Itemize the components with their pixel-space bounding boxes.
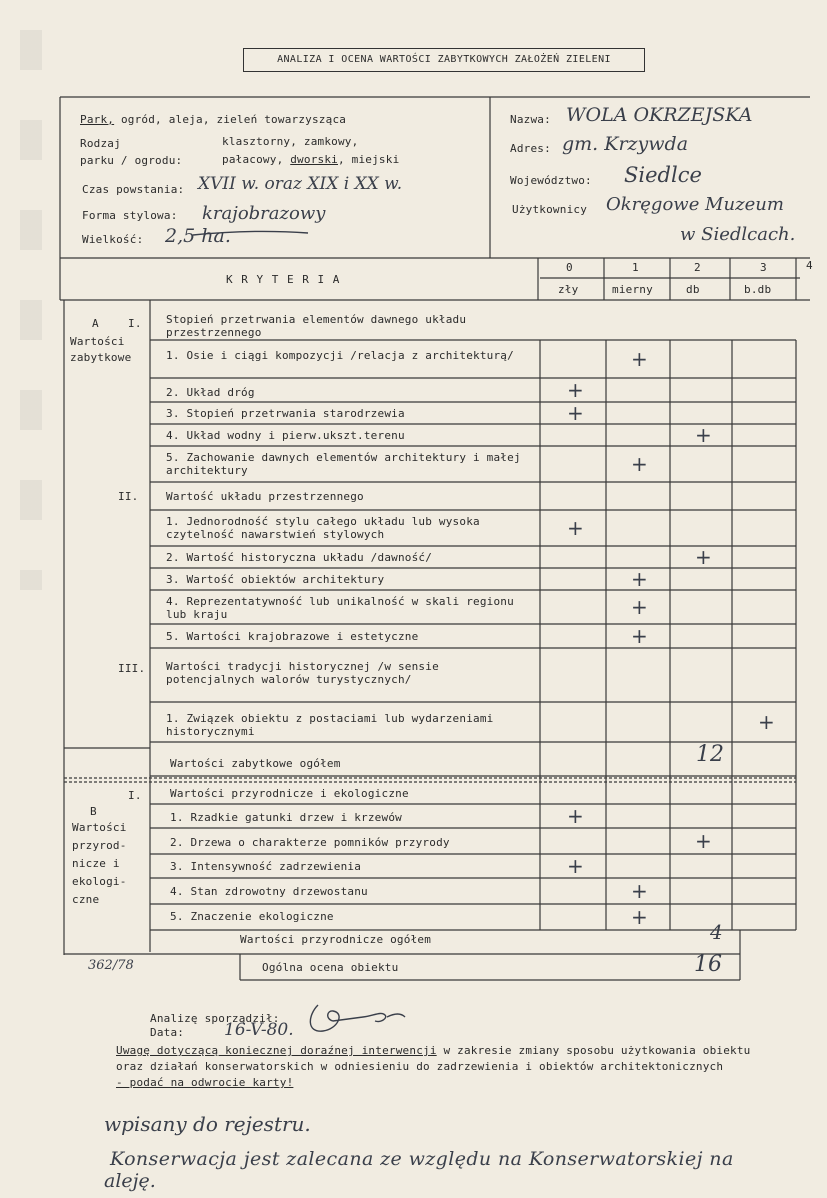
uzyt-label: Użytkownicy	[512, 203, 588, 216]
score-4: 4	[806, 259, 813, 272]
score-mark-a1-2: +	[567, 378, 584, 402]
group1-item-3: 3. Stopień przetrwania starodrzewia	[166, 407, 405, 420]
score-3: 3	[760, 261, 767, 274]
score-name-2: db	[686, 283, 700, 296]
uzyt-value-1: Okręgowe Muzeum	[606, 194, 784, 215]
type-rest: ogród, aleja, zieleń towarzysząca	[114, 113, 347, 126]
date-label: Data:	[150, 1026, 185, 1039]
section-a-name-2: zabytkowe	[70, 351, 132, 364]
group2-item-2: 2. Wartość historyczna układu /dawność/	[166, 551, 433, 564]
section-b-group-title: Wartości przyrodnicze i ekologiczne	[170, 787, 409, 800]
score-mark-b-4: +	[631, 879, 648, 903]
section-b-name-4: ekologi-	[72, 875, 127, 888]
score-mark-a2-2: +	[695, 545, 712, 569]
score-2: 2	[694, 261, 701, 274]
section-b-total-value: 4	[710, 920, 723, 944]
score-mark-a1-5: +	[631, 452, 648, 476]
note-part-2: w zakresie zmiany sposobu użytkowania obiektu	[436, 1044, 751, 1057]
score-mark-b-2: +	[695, 829, 712, 853]
group3-title: Wartości tradycji historycznej /w sensie potencjalnych walorów turystycznych/	[166, 660, 439, 686]
woj-value: Siedlce	[624, 163, 702, 187]
score-mark-a1-4: +	[695, 423, 712, 447]
wielkosc-value: 2,5 ha.	[165, 225, 231, 247]
handwritten-note-1: wpisany do rejestru.	[104, 1112, 311, 1136]
score-name-3: b.db	[744, 283, 772, 296]
group2-item-1: 1. Jednorodność stylu całego układu lub wysoka czytelność nawarstwień stylowych	[166, 515, 480, 541]
score-mark-a1-3: +	[567, 401, 584, 425]
section-b-numeral: I.	[128, 789, 142, 802]
forma-value: krajobrazowy	[202, 203, 326, 224]
handwritten-note-2: Konserwacja jest zalecana ze względu na Konserwatorskiej na	[110, 1148, 734, 1170]
form-title: ANALIZA I OCENA WARTOŚCI ZABYTKOWYCH ZAŁOŻEŃ ZIELENI	[277, 54, 611, 65]
section-b-item-3: 3. Intensywność zadrzewienia	[170, 860, 362, 873]
group2-item-4: 4. Reprezentatywność lub unikalność w skali regionu lub kraju	[166, 595, 514, 621]
side-number: 362/78	[88, 958, 134, 973]
section-a-letter: A	[92, 317, 99, 330]
note-line-3: - podać na odwrocie karty!	[116, 1076, 294, 1089]
group1-title: Stopień przetrwania elementów dawnego układu przestrzennego	[166, 313, 467, 339]
section-b-name-1: Wartości	[72, 821, 127, 834]
uzyt-value-2: w Siedlcach.	[680, 224, 796, 245]
score-mark-a3-1: +	[758, 710, 775, 734]
note-line-1	[116, 1045, 751, 1057]
group2-numeral: II.	[118, 490, 139, 503]
woj-label: Województwo:	[510, 174, 592, 187]
section-a-numeral: I.	[128, 317, 142, 330]
adres-value: gm. Krzywda	[562, 133, 689, 155]
wielkosc-label: Wielkość:	[82, 233, 144, 246]
prepared-label: Analizę sporządził:	[150, 1012, 280, 1025]
score-1: 1	[632, 261, 639, 274]
section-b-item-4: 4. Stan zdrowotny drzewostanu	[170, 885, 368, 898]
score-name-1: mierny	[612, 283, 653, 296]
group1-item-1: 1. Osie i ciągi kompozycji /relacja z architekturą/	[166, 349, 514, 362]
section-b-item-2: 2. Drzewa o charakterze pomników przyrody	[170, 836, 450, 849]
date-value: 16-V-80.	[224, 1020, 294, 1040]
rodzaj-label: Rodzaj	[80, 137, 121, 150]
nazwa-label: Nazwa:	[510, 113, 551, 126]
group3-item-1: 1. Związek obiektu z postaciami lub wydarzeniami historycznymi	[166, 712, 494, 738]
overall-value: 16	[694, 952, 722, 977]
score-mark-b-1: +	[567, 804, 584, 828]
score-mark-b-5: +	[631, 905, 648, 929]
note-part-1: Uwagę dotyczącą koniecznej doraźnej interwencji	[116, 1044, 437, 1057]
section-b-item-5: 5. Znaczenie ekologiczne	[170, 910, 334, 923]
group2-item-3: 3. Wartość obiektów architektury	[166, 573, 385, 586]
czas-value: XVII w. oraz XIX i XX w.	[198, 174, 403, 194]
parku-options	[222, 154, 399, 166]
section-b-letter: B	[90, 805, 97, 818]
group2-item-5: 5. Wartości krajobrazowe i estetyczne	[166, 630, 419, 643]
note-line-2: oraz działań konserwatorskich w odniesieniu do zadrzewienia i obiektów architektonicznych	[116, 1060, 724, 1073]
parku-opt-a: pałacowy,	[222, 153, 291, 166]
overall-label: Ogólna ocena obiektu	[262, 961, 399, 974]
section-a-total-label: Wartości zabytkowe ogółem	[170, 757, 341, 770]
score-mark-a2-1: +	[567, 516, 584, 540]
score-mark-a2-5: +	[631, 624, 648, 648]
group1-item-5: 5. Zachowanie dawnych elementów architektury i małej architektury	[166, 451, 521, 477]
parku-label: parku / ogrodu:	[80, 154, 183, 167]
score-mark-a1-1: +	[631, 347, 648, 371]
nazwa-value: WOLA OKRZEJSKA	[566, 104, 753, 126]
rodzaj-options: klasztorny, zamkowy,	[222, 135, 359, 148]
adres-label: Adres:	[510, 142, 551, 155]
parku-opt-b: dworski	[290, 153, 338, 166]
score-mark-a2-4: +	[631, 595, 648, 619]
type-park: Park,	[80, 113, 115, 126]
criteria-label: K R Y T E R I A	[226, 273, 341, 286]
section-b-total-label: Wartości przyrodnicze ogółem	[240, 933, 432, 946]
section-b-item-1: 1. Rzadkie gatunki drzew i krzewów	[170, 811, 402, 824]
section-a-name-1: Wartości	[70, 335, 125, 348]
section-b-name-2: przyrod-	[72, 839, 127, 852]
group1-item-2: 2. Układ dróg	[166, 386, 255, 399]
section-b-name-3: nicze i	[72, 857, 120, 870]
forma-label: Forma stylowa:	[82, 209, 178, 222]
group3-numeral: III.	[118, 662, 146, 675]
group2-title: Wartość układu przestrzennego	[166, 490, 364, 503]
section-a-total-value: 12	[696, 742, 724, 767]
handwritten-note-3: aleję.	[104, 1170, 156, 1192]
section-b-name-5: czne	[72, 893, 100, 906]
score-0: 0	[566, 261, 573, 274]
czas-label: Czas powstania:	[82, 183, 185, 196]
group1-item-4: 4. Układ wodny i pierw.ukszt.terenu	[166, 429, 405, 442]
score-mark-b-3: +	[567, 854, 584, 878]
type-line	[80, 114, 346, 126]
score-name-0: zły	[558, 283, 579, 296]
parku-opt-c: , miejski	[338, 153, 400, 166]
score-mark-a2-3: +	[631, 567, 648, 591]
